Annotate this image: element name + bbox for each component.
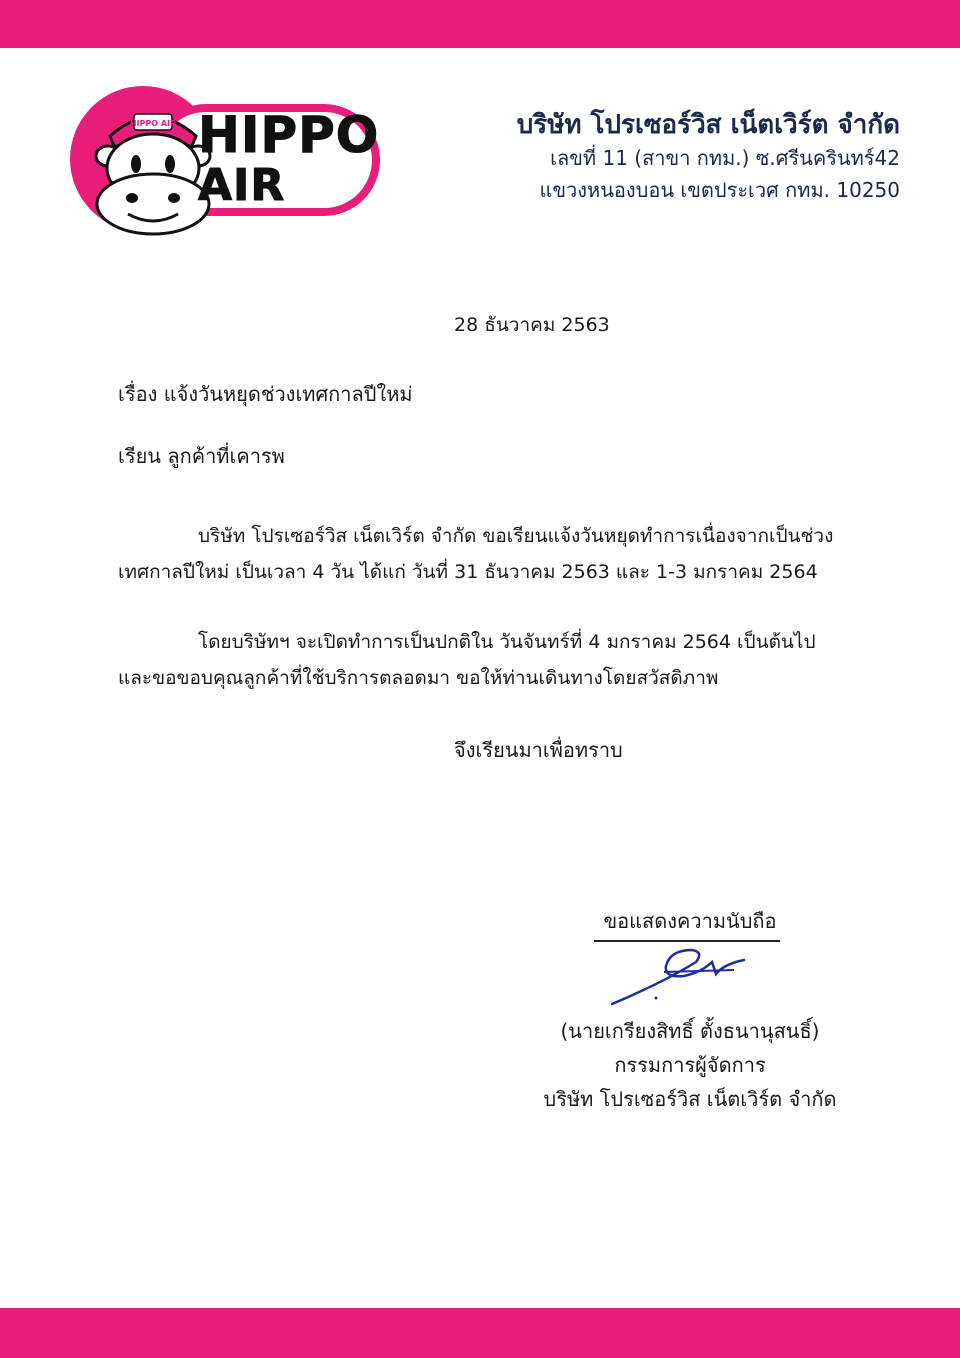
company-name: บริษัท โปรเซอร์วิส เน็ตเวิร์ต จำกัด	[516, 110, 900, 140]
letter-subject: เรื่อง แจ้งวันหยุดช่วงเทศกาลปีใหม่	[118, 382, 413, 406]
letter-closing: จึงเรียนมาเพื่อทราบ	[454, 738, 623, 762]
signatory-details	[540, 1014, 840, 1116]
signatory-name: (นายเกรียงสิทธิ์ ตั้งธนานุสนธิ์)	[560, 1019, 820, 1043]
signatory-position: กรรมการผู้จัดการ	[614, 1053, 766, 1077]
signatory-company: บริษัท โปรเซอร์วิส เน็ตเวิร์ต จำกัด	[543, 1087, 837, 1111]
letter-paragraph-2	[118, 624, 853, 696]
svg-text:HIPPO AIR: HIPPO AIR	[129, 119, 177, 128]
company-header	[517, 108, 900, 206]
letter-date: 28 ธันวาคม 2563	[454, 314, 610, 336]
paragraph-2-text: โดยบริษัทฯ จะเปิดทำการเป็นปกติใน วันจันทร์ที่ 4 มกราคม 2564 เป็นต้นไป และขอขอบคุณลูกค้าที่ใช้บริการตลอดมา ขอให้ท่านเดินทางโดยสวัสดิภาพ	[118, 631, 816, 689]
logo-word-air: AIR	[198, 160, 286, 211]
logo-word-hippo: HIPPO	[198, 106, 380, 164]
letter-paragraph-1	[118, 518, 853, 590]
handwritten-signature	[604, 942, 754, 1012]
hippo-air-logo	[70, 86, 390, 236]
paragraph-1-text: บริษัท โปรเซอร์วิส เน็ตเวิร์ต จำกัด ขอเรียนแจ้งวันหยุดทำการเนื่องจากเป็นช่วงเทศกาลปีใหม่ เป็นเวลา 4 วัน ได้แก่ วันที่ 31 ธันวาคม 2563 และ 1-3 มกราคม 2564	[118, 525, 834, 583]
company-address-line-2: แขวงหนองบอน เขตประเวศ กทม. 10250	[539, 178, 900, 202]
bottom-brand-bar	[0, 1308, 960, 1358]
regards-text: ขอแสดงความนับถือ	[603, 909, 777, 933]
letter-salutation: เรียน ลูกค้าที่เคารพ	[118, 444, 285, 468]
top-brand-bar	[0, 0, 960, 48]
signature-block	[540, 906, 840, 1111]
company-address-line-1: เลขที่ 11 (สาขา กทม.) ซ.ศรีนครินทร์42	[550, 146, 900, 170]
